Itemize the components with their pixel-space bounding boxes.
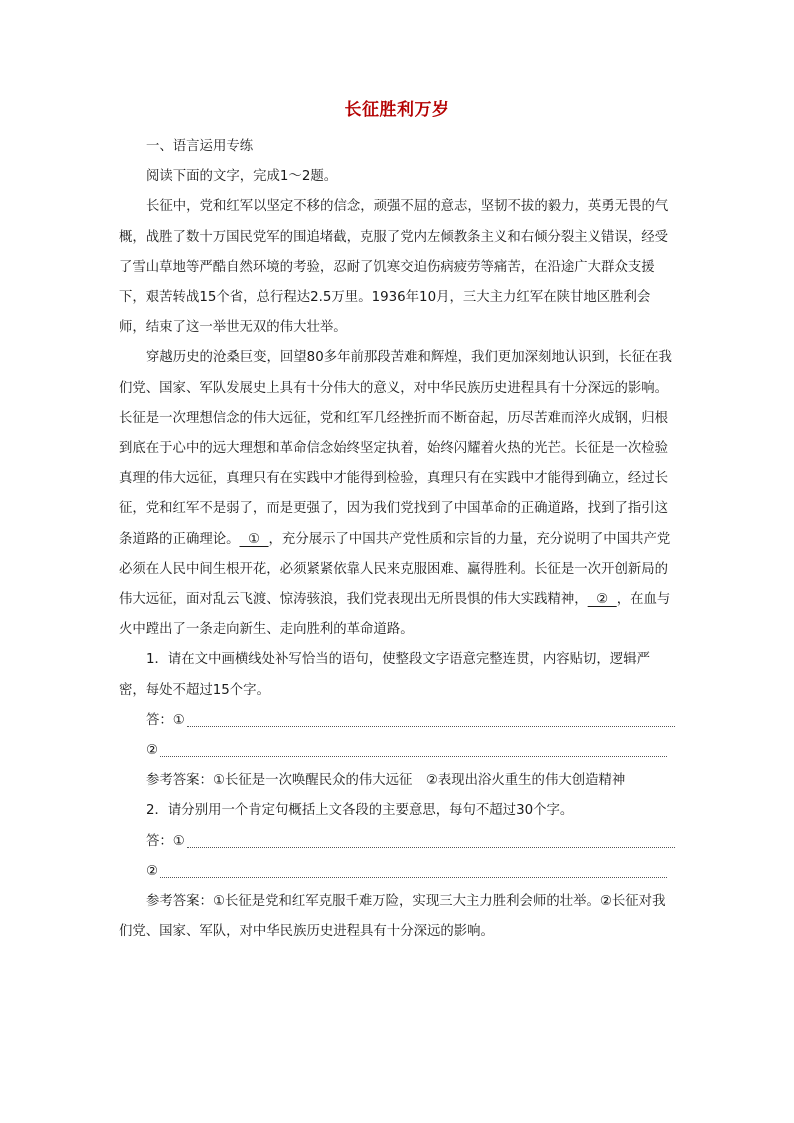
paragraph-2-text-a: 穿越历史的沧桑巨变，回望80多年前那段苦难和辉煌，我们更加深刻地认识到，长征在我们党、国家、军队发展史上具有十分伟大的意义，对中华民族历史进程具有十分深远的影响。长征是一次理想信念的伟大远征，党和红军几经挫折而不断奋起，历尽苦难而淬火成钢，归根到底在于心中的远大理想和革命信念始终坚定执着，始终闪耀着火热的光芒。长征是一次检验真理的伟大远征，真理只有在实践中才能得到检验，真理只有在实践中才能得到确立，经过长征，党和红军不是弱了，而是更强了，因为我们党找到了中国革命的正确道路，找到了指引这条道路的正确理论。 <box>119 350 672 547</box>
passage-paragraph-1: 长征中，党和红军以坚定不移的信念，顽强不屈的意志，坚韧不拔的毅力，英勇无畏的气概，战胜了数十万国民党军的围追堵截，克服了党内左倾教条主义和右倾分裂主义错误，经受了雪山草地等严酷自然环境的考验，忍耐了饥寒交迫伤病疲劳等痛苦，在沿途广大群众支援下，艰苦转战15个省，总行程达2.5万里。1936年10月，三大主力红军在陕甘地区胜利会师，结束了这一举世无双的伟大壮举。 <box>119 199 669 336</box>
answer-label-2: ② <box>146 863 159 879</box>
answer-line-1b[interactable] <box>119 736 675 766</box>
answer-dotted-line <box>187 846 675 848</box>
instruction-text: 阅读下面的文字，完成1～2题。 <box>146 169 338 185</box>
fill-blank-2: ② <box>587 592 617 608</box>
answer-dotted-line <box>160 755 667 757</box>
fill-blank-1: ① <box>239 531 269 547</box>
answer-label-2: ② <box>146 743 159 759</box>
paragraph-2-text-b: ，充分展示了中国共产党性质和宗旨的力量，充分说明了中国共产党必须在人民中间生根开花，必须紧紧依靠人民来克服困难、赢得胜利。长征是一次开创新局的伟大远征，面对乱云飞渡、惊涛骇浪，我们党表现出无所畏惧的伟大实践精神， <box>119 531 671 608</box>
page-title: 长征胜利万岁 <box>344 100 450 120</box>
reference-answer-1: 参考答案：①长征是一次唤醒民众的伟大远征 ②表现出浴火重生的伟大创造精神 <box>146 773 626 789</box>
answer-label: 答：① <box>146 833 185 849</box>
answer-dotted-line <box>187 725 675 727</box>
answer-dotted-line <box>160 876 667 878</box>
section-heading: 一、语言运用专练 <box>146 139 254 154</box>
question-1: 1．请在文中画横线处补写恰当的语句，使整段文字语意完整连贯，内容贴切，逻辑严密，每处不超过15个字。 <box>119 652 650 698</box>
answer-line-2a[interactable] <box>119 827 675 857</box>
document-body <box>119 132 675 947</box>
reference-answer-2: 参考答案：①长征是党和红军克服千难万险，实现三大主力胜利会师的壮举。②长征对我们党、国家、军队，对中华民族历史进程具有十分深远的影响。 <box>119 894 666 940</box>
answer-label: 答：① <box>146 712 185 728</box>
answer-line-1a[interactable] <box>119 706 675 736</box>
question-2: 2．请分别用一个肯定句概括上文各段的主要意思，每句不超过30个字。 <box>146 803 574 819</box>
passage-paragraph-2 <box>119 343 675 645</box>
answer-line-2b[interactable] <box>119 857 675 887</box>
paragraph-2-text-c: ，在血与火中蹚出了一条走向新生、走向胜利的革命道路。 <box>119 592 671 638</box>
